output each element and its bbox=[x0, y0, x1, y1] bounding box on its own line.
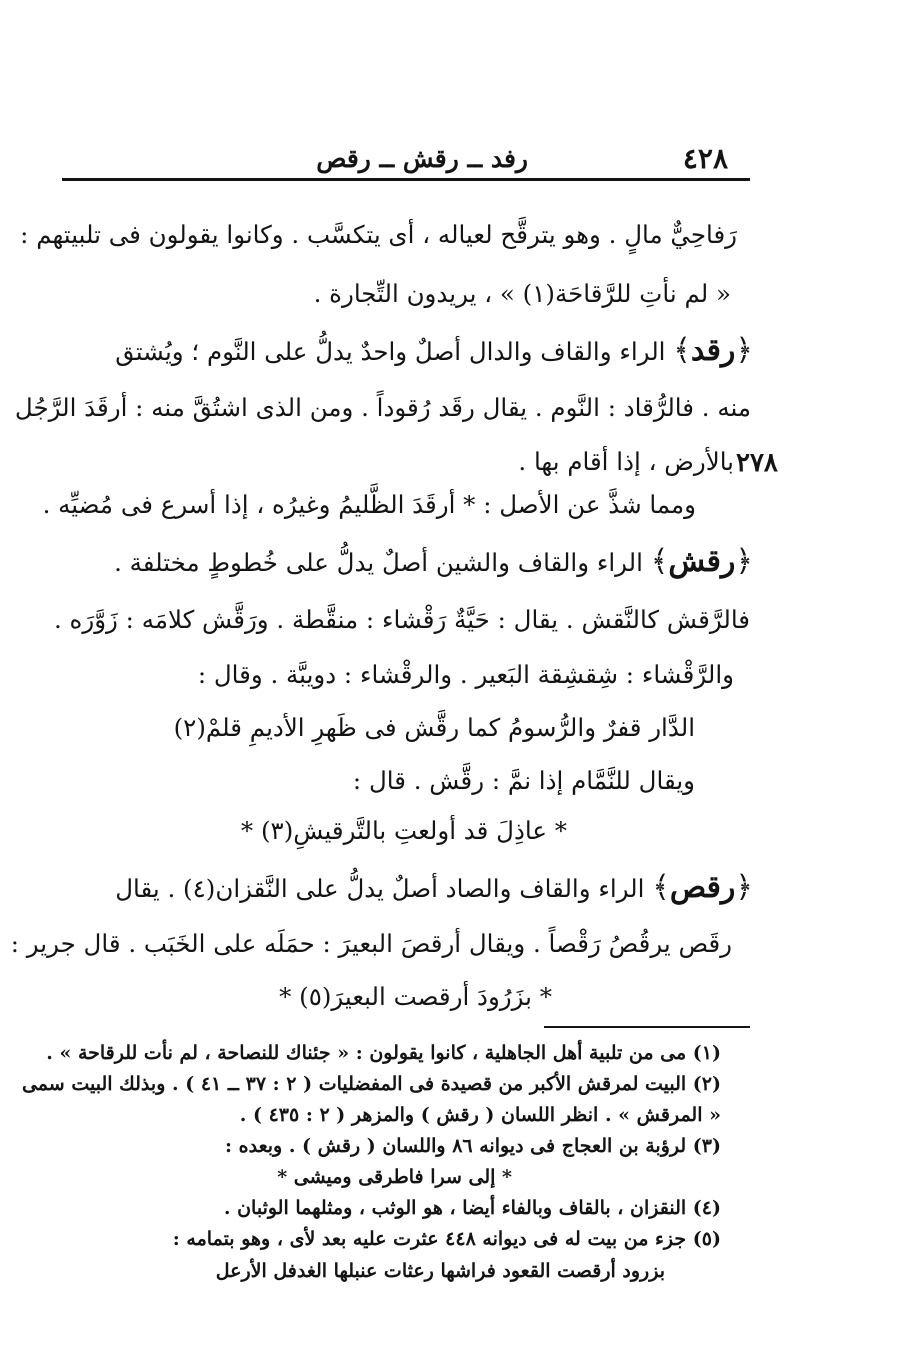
entry-term-rafd bbox=[673, 333, 753, 368]
bracket-close: ﴾ bbox=[650, 544, 669, 579]
entry-definition: الراء والقاف والشين أصلٌ يدلُّ على خُطوطٍ مختلفة . bbox=[114, 548, 643, 577]
footnote-rule bbox=[544, 1026, 750, 1028]
text-line: بالأرض ، إذا أقام بها . bbox=[518, 447, 734, 476]
text-line: رقَص يرقُصُ رَقْصاً . ويقال أرقصَ البعيرَ : حمَلَه على الخَبَب . قال جرير : bbox=[10, 929, 732, 958]
running-title: رفد ــ رقش ــ رقص bbox=[316, 144, 528, 173]
footnote-verse: * إلى سرا فاطرقى وميشى * bbox=[277, 1166, 512, 1188]
text-line: فالرَّقش كالنَّقش . يقال : حَيَّةٌ رَقْشاء : منقَّطة . ورَقَّش كلامَه : زَوَّرَه . bbox=[53, 605, 750, 634]
text-line: ومما شذَّ عن الأصل : * أرقَدَ الظَّليمُ وغيرُه ، إذا أسرع فى مُضيِّه . bbox=[42, 490, 696, 519]
footnote-line: (٣) لرؤبة بن العجاج فى ديوانه ٨٦ واللسان ( رقش ) . وبعده : bbox=[225, 1135, 721, 1157]
footnote-line: (٤) النقزان ، بالقاف وبالفاء أيضا ، هو الوثب ، ومثلهما الوثبان . bbox=[223, 1197, 721, 1219]
text-line: والرَّقْشاء : شِقشِقة البَعير . والرقْشاء : دويبَّة . وقال : bbox=[197, 660, 734, 689]
bracket-open: ﴿ bbox=[735, 544, 753, 579]
verse-line: * عاذِلَ قد أولعتِ بالتَّرقيشِ(٣) * bbox=[240, 816, 567, 845]
verse-line: الدَّار قفرٌ والرُّسومُ كما رقَّش فى ظَهرِ الأديمِ قلمْ(٢) bbox=[173, 713, 695, 742]
text-line: ويقال للنَّمَّام إذا نمَّ : رقَّش . قال : bbox=[352, 766, 695, 795]
margin-reference-number: ٢٧٨ bbox=[736, 448, 778, 478]
verse-line: * بزَرُودَ أرقصت البعيرَ(٥) * bbox=[279, 982, 552, 1011]
entry-definition: الراء والقاف والدال أصلٌ واحدٌ يدلُّ على النَّوم ؛ ويُشتق bbox=[115, 337, 666, 366]
bracket-close: ﴾ bbox=[673, 333, 691, 368]
header-rule bbox=[62, 178, 750, 181]
page-header bbox=[62, 140, 750, 180]
entry-term-raqsh bbox=[651, 544, 753, 579]
text-line: « لم نأتِ للرَّقاحَة(١) » ، يريدون التِّجارة . bbox=[313, 279, 731, 308]
entry-line bbox=[115, 335, 753, 368]
footnote-line: (١) مى من تلبية أهل الجاهلية ، كانوا يقولون : « جئناك للنصاحة ، لم نأت للرقاحة » . bbox=[46, 1042, 721, 1064]
text-line: منه . فالرُّقاد : النَّوم . يقال رقَد رُقوداً . ومن الذى اشتُقَّ منه : أرقَدَ الرَّجُل bbox=[14, 393, 751, 422]
entry-headword: رقد bbox=[690, 333, 736, 368]
bracket-open: ﴿ bbox=[735, 870, 753, 905]
text-line: رَفاحِيٌّ مالٍ . وهو يترقَّح لعياله ، أى يتكسَّب . وكانوا يقولون فى تلبيتهم : bbox=[20, 220, 737, 249]
entry-headword: رقش bbox=[668, 544, 736, 579]
entry-headword: رقص bbox=[669, 870, 736, 905]
entry-line bbox=[114, 546, 753, 579]
page-number: ٤٢٨ bbox=[682, 142, 728, 175]
entry-term-raqs bbox=[652, 870, 753, 905]
bracket-close: ﴾ bbox=[652, 870, 670, 905]
entry-definition: الراء والقاف والصاد أصلٌ يدلُّ على النَّقزان(٤) . يقال bbox=[115, 874, 645, 903]
footnote-line: (٥) جزء من بيت له فى ديوانه ٤٤٨ عثرت عليه بعد لأى ، وهو بتمامه : bbox=[172, 1228, 721, 1250]
entry-line bbox=[115, 872, 753, 905]
footnote-line: (٢) البيت لمرقش الأكبر من قصيدة فى المفضليات ( ٢ : ٣٧ ــ ٤١ ) . وبذلك البيت سمى bbox=[21, 1073, 721, 1095]
footnote-line: « المرقش » . انظر اللسان ( رقش ) والمزهر ( ٢ : ٤٣٥ ) . bbox=[239, 1104, 721, 1126]
footnote-verse: بزرود أرقصت القعود فراشها رعثات عنبلها الغدفل الأرعل bbox=[215, 1260, 665, 1282]
bracket-open: ﴿ bbox=[735, 333, 753, 368]
